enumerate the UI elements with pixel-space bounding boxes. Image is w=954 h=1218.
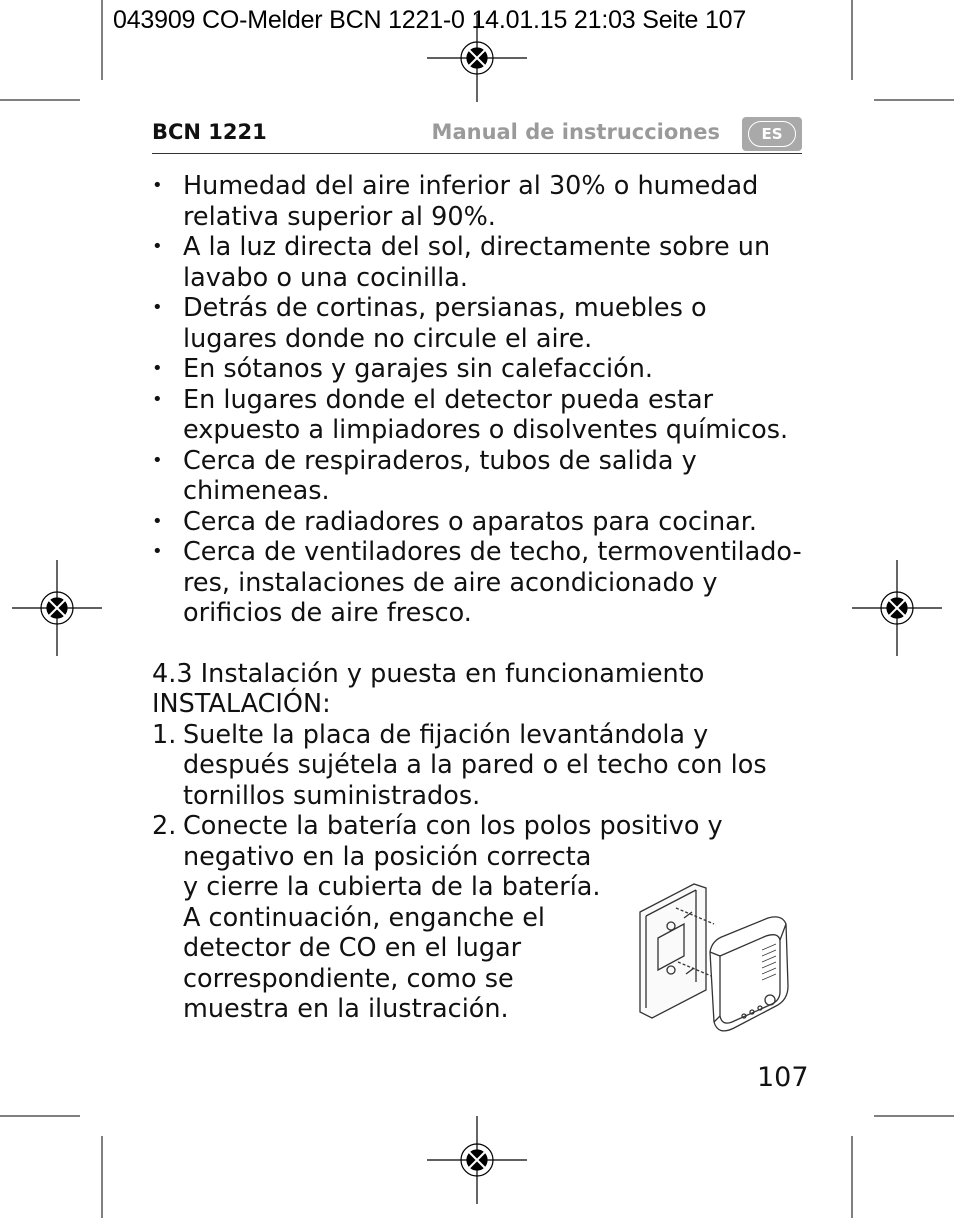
list-item-line: expuesto a limpiadores o disolventes químicos. bbox=[183, 415, 789, 445]
manual-title: Manual de instrucciones bbox=[431, 120, 720, 144]
list-item-line: relativa superior al 90%. bbox=[183, 201, 496, 232]
print-slug: 043909 CO-Melder BCN 1221-0 14.01.15 21:03 Seite 107 bbox=[113, 6, 747, 34]
list-item bbox=[152, 171, 812, 232]
location-warning-list bbox=[152, 171, 812, 629]
registration-mark-top bbox=[427, 14, 527, 102]
detector-mounting-illustration bbox=[636, 878, 796, 1042]
model-label: BCN 1221 bbox=[152, 120, 267, 144]
step-line: detector de CO en el lugar bbox=[183, 933, 522, 963]
language-badge bbox=[742, 117, 802, 151]
list-item-line: lavabo o una cocinilla. bbox=[183, 262, 468, 293]
step-number: 2. bbox=[152, 811, 177, 841]
list-item-line: • Cerca de radiadores o aparatos para cocinar. bbox=[183, 506, 757, 537]
list-item-line: chimeneas. bbox=[183, 476, 330, 506]
registration-mark-bottom bbox=[427, 1116, 527, 1204]
list-item bbox=[152, 232, 812, 293]
list-item bbox=[152, 446, 812, 507]
step-number: 1. bbox=[152, 719, 177, 750]
list-item-line: • En sótanos y garajes sin calefacción. bbox=[183, 354, 653, 384]
list-item-line: • Cerca de ventiladores de techo, termoventilado- bbox=[183, 537, 802, 567]
step-line: correspondiente, como se bbox=[183, 963, 514, 994]
registration-mark-right bbox=[852, 560, 942, 656]
section-heading: 4.3 Instalación y puesta en funcionamiento bbox=[152, 658, 705, 689]
step-line: negativo en la posición correcta bbox=[183, 841, 592, 872]
list-item-line: • Cerca de respiraderos, tubos de salida y bbox=[183, 445, 697, 476]
step-line: Suelte la placa de fijación levantándola y bbox=[183, 719, 709, 750]
list-item bbox=[152, 385, 812, 446]
list-item bbox=[152, 507, 812, 538]
step-line: Conecte la batería con los polos positivo y bbox=[183, 811, 723, 841]
list-item bbox=[152, 537, 812, 629]
language-code: ES bbox=[748, 121, 796, 147]
step-line: y cierre la cubierta de la batería. bbox=[183, 872, 601, 902]
list-item-line: orificios de aire fresco. bbox=[183, 598, 472, 628]
step-line: muestra en la ilustración. bbox=[183, 994, 509, 1024]
step-line: A continuación, enganche el bbox=[183, 902, 546, 933]
list-item-line: res, instalaciones de aire acondicionado y bbox=[183, 567, 718, 598]
list-item-line: • A la luz directa del sol, directamente sobre un bbox=[183, 232, 771, 262]
page-number: 107 bbox=[757, 1062, 809, 1093]
list-item-line: lugares donde no circule el aire. bbox=[183, 323, 593, 354]
subheading: INSTALACIÓN: bbox=[152, 689, 331, 719]
step-line: después sujételа a la pared o el techo con los bbox=[183, 750, 767, 780]
step-line: tornillos suministrados. bbox=[183, 780, 481, 811]
list-item-line: • Humedad del aire inferior al 30% o humedad bbox=[183, 171, 759, 201]
page-header bbox=[152, 116, 802, 154]
registration-mark-left bbox=[12, 560, 102, 656]
list-item bbox=[152, 354, 812, 385]
list-item-line: • Detrás de cortinas, persianas, muebles o bbox=[183, 293, 707, 323]
list-item-line: • En lugares donde el detector pueda estar bbox=[183, 384, 714, 415]
list-item bbox=[152, 293, 812, 354]
step-item bbox=[152, 720, 812, 812]
